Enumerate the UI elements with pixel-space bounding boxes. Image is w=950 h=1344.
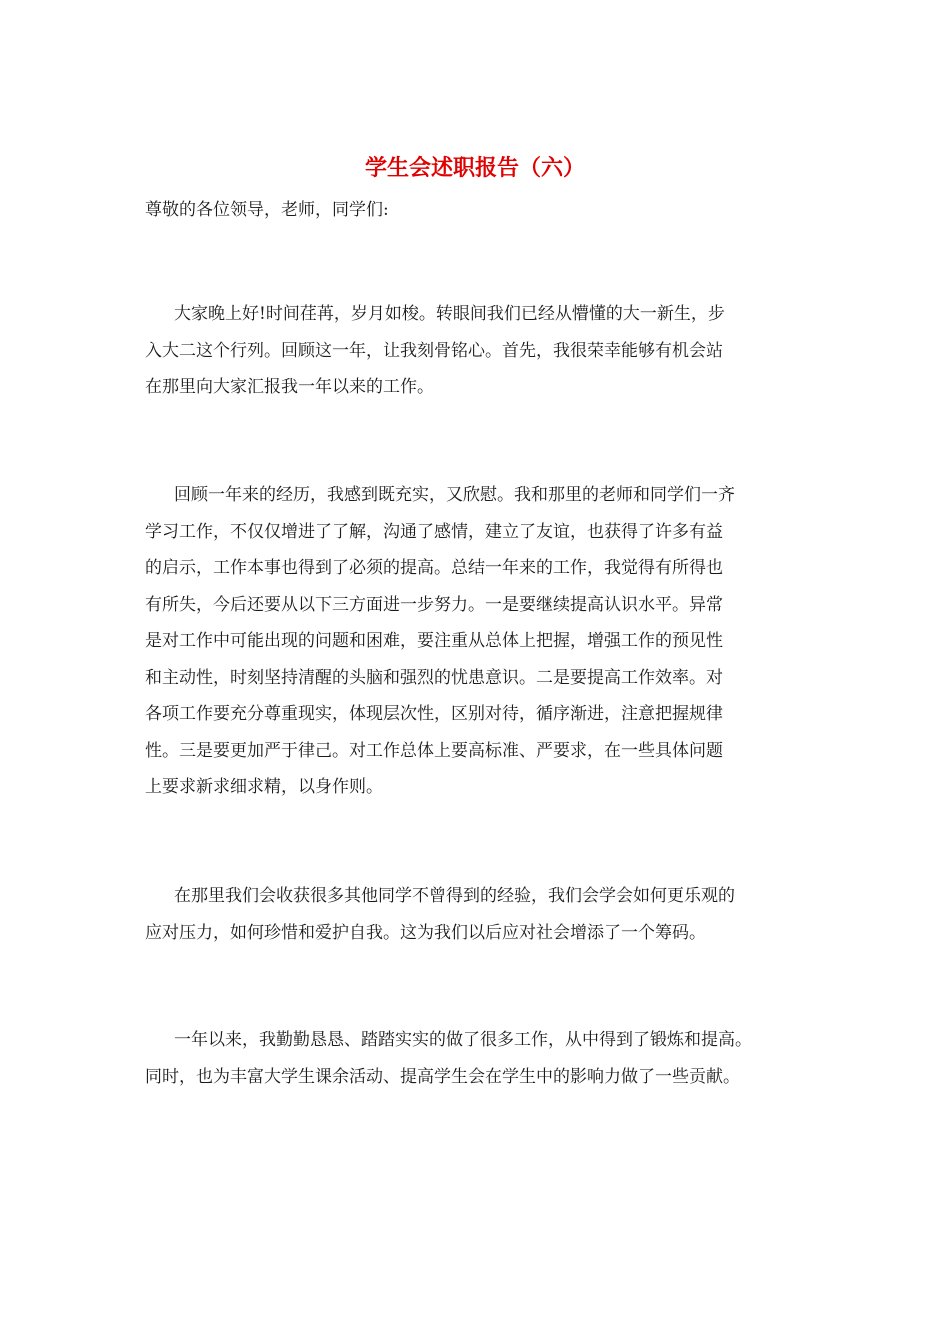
paragraph-line: 大家晚上好!时间荏苒，岁月如梭。转眼间我们已经从懵懂的大一新生，步 [174, 304, 725, 324]
paragraph-line: 上要求新求细求精，以身作则。 [145, 777, 383, 797]
paragraph-line: 同时，也为丰富大学生课余活动、提高学生会在学生中的影响力做了一些贡献。 [145, 1066, 740, 1087]
paragraph-line: 性。三是要更加严于律己。对工作总体上要高标准、严要求，在一些具体问题 [145, 740, 723, 761]
paragraph-line: 的启示，工作本事也得到了必须的提高。总结一年来的工作，我觉得有所得也 [145, 558, 723, 578]
paragraph-line: 在那里我们会收获很多其他同学不曾得到的经验，我们会学会如何更乐观的 [174, 886, 735, 906]
paragraph-2 [145, 477, 815, 806]
paragraph-1 [145, 296, 815, 406]
document-title: 学生会述职报告（六） [364, 155, 585, 181]
paragraph-line: 入大二这个行列。回顾这一年，让我刻骨铭心。首先，我很荣幸能够有机会站 [145, 340, 723, 361]
paragraph-line: 回顾一年来的经历，我感到既充实，又欣慰。我和那里的老师和同学们一齐 [174, 485, 735, 505]
paragraph-line: 一年以来，我勤勤恳恳、踏踏实实的做了很多工作，从中得到了锻炼和提高。 [174, 1030, 752, 1050]
salutation: 尊敬的各位领导，老师，同学们: [145, 200, 389, 220]
paragraph-line: 是对工作中可能出现的问题和困难，要注重从总体上把握，增强工作的预见性 [145, 631, 723, 651]
paragraph-line: 有所失，今后还要从以下三方面进一步努力。一是要继续提高认识水平。异常 [145, 594, 723, 615]
paragraph-line: 各项工作要充分尊重现实，体现层次性，区别对待，循序渐进，注意把握规律 [145, 704, 723, 724]
paragraph-3 [145, 878, 815, 951]
paragraph-4 [145, 1022, 815, 1095]
paragraph-line: 在那里向大家汇报我一年以来的工作。 [145, 377, 434, 397]
paragraph-line: 应对压力，如何珍惜和爱护自我。这为我们以后应对社会增添了一个筹码。 [145, 922, 706, 943]
paragraph-line: 学习工作，不仅仅增进了了解，沟通了感情，建立了友谊，也获得了许多有益 [145, 521, 723, 542]
paragraph-line: 和主动性，时刻坚持清醒的头脑和强烈的忧患意识。二是要提高工作效率。对 [145, 667, 723, 688]
